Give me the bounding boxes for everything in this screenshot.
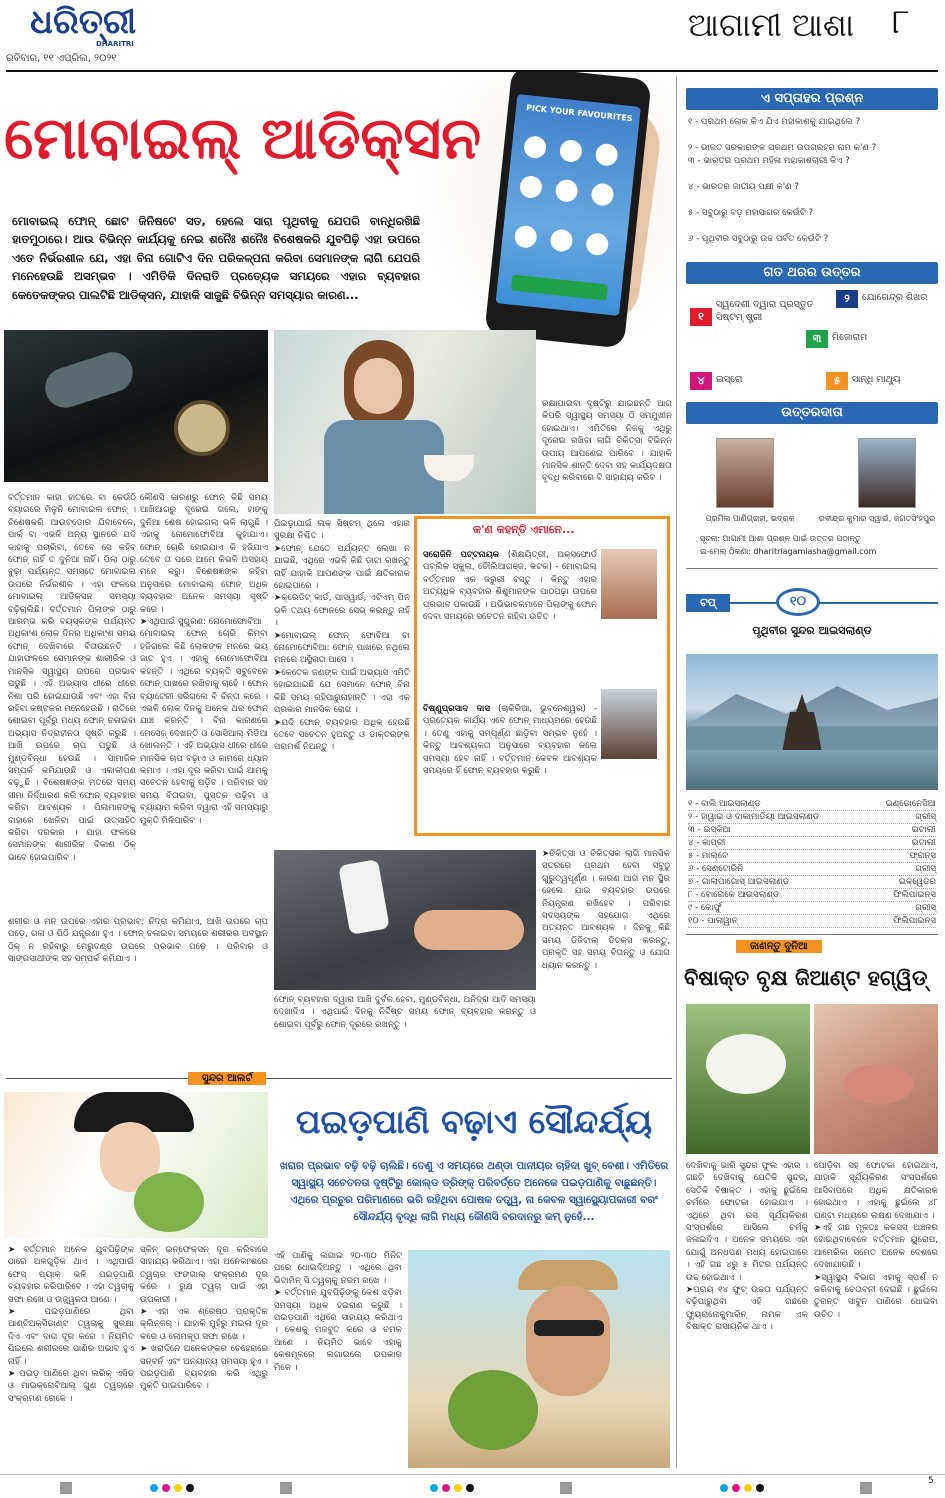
top10-island: ୮ - ବୋରୋକେ ଆଇସଲାଣ୍ଡ xyxy=(688,890,780,900)
quiz-question: ୫ - ସବୁଠାରୁ ବଡ଼ ମହାସାଗର କେଉଁଟି ? xyxy=(688,208,814,218)
winner2-photo xyxy=(858,438,916,508)
answers-heading: ଗତ ଥରର ଉତ୍ତର xyxy=(686,262,938,284)
answer-text: ସାନ୍ଧି ମାଥ୍ୟୁ xyxy=(852,374,901,385)
top10-number: ୧୦ xyxy=(776,588,820,616)
answer-text: ଇସ୍ରୋ xyxy=(716,374,743,385)
answer-text: ଯୋଗେନ୍ଦ୍ର ଶିଖର xyxy=(862,292,928,303)
top10-country: ଇଣ୍ଡୋନେସିଆ xyxy=(885,799,936,809)
logo: ଧରିତ୍ରୀ xyxy=(30,2,137,42)
top10-country: ଫିଲିପାଇନ୍ସ xyxy=(893,916,936,926)
expert1-body: (ଶିକ୍ଷୟିତ୍ରୀ, ଅକ୍ସଫୋର୍ଡ ପବ୍ଲିକ ସ୍କୁଲ, ଚୌଲିଆଗଞ୍ଜ, କଟକ) - ମୋବାଇଲ୍ ବର୍ତ୍ତମାନ ଏକ ଜରୁରୀ ବସ୍ତୁ । କିନ୍ତୁ ଏହାର ଅତ୍ୟଧିକ ବ୍ୟବହାର ଶିଶୁମାନଙ୍କ ପାଠପଢ଼ା ଉପରେ ପ୍ରଭାବ ପକାଉଛି । ଅଭିଭାବକମାନେ ପିଲାଙ୍କୁ ଫୋନ୍ ଦେବା ସମୟରେ ସଚେତନ ରହିବା ଉଚିତ । xyxy=(423,550,597,623)
top10-item xyxy=(688,824,936,837)
answer-text: ସ୍ୱଦେଶୀ ଦ୍ୱାରା ପ୍ରସ୍ତୁତ ସିଷ୍ଟମ୍ ଷ୍ଟ୍ରୀ xyxy=(716,299,814,323)
night-phone-image xyxy=(4,330,268,482)
quiz-question: ୨ - ଭାରତ ସରକାରଙ୍କ ପ୍ରଥମ ଉପଗ୍ରହର ନାମ କ'ଣ ? xyxy=(688,143,877,153)
top10-item xyxy=(688,837,936,850)
world-headline: ବିଷାକ୍ତ ବୃକ୍ଷ ଜିଆଣ୍ଟ ହଗ୍‌ୱିଡ୍ xyxy=(684,966,928,990)
beauty-col3: ଏହି ପାଣିକୁ ଲଗାଇ ୨୦-୩୦ ମିନିଟ୍ ପରେ ଧୋଇଦିଅନ୍ତୁ । ଏଥିରେ ଥିବା ଭିଟାମିନ୍ ସି ତ୍ୱଚାକୁ ନରମ ରଖେ । ➤ ବର୍ତ୍ତମାନ ଯୁବପିଢ଼ିଙ୍କୁ କେଶ ଝଡ଼ିବା ସମସ୍ୟା ଅଧିକ ହଇରାଣ କରୁଛି । ପଇଡ଼ପାଣି ଏଥିରେ ସାହାଯ୍ୟ କରିଥାଏ । କେଶକୁ ମଜବୁତ କରେ ଓ ଚମକ ଆଣେ । ନିୟମିତ ଭାବେ ଏହାକୁ କେଶମୂଳରେ ଲଗାଇଲେ ଉପକାର ମିଳେ । xyxy=(274,1251,402,1373)
top10-country: ଇକ୍ୱେଡର xyxy=(898,877,936,887)
footer-rule xyxy=(0,1474,945,1475)
beauty-intro: ଖରାର ପ୍ରଭାବ ବଢ଼ି ବଢ଼ି ଚାଲିଛି। ତେଣୁ ଏ ସମୟରେ ଥଣ୍ଡା ପାନୀୟର ଚାହିଦା ଖୁବ୍ ବେଶୀ। ଏମିତିରେ ସ୍ୱାସ୍ଥ୍ୟ ସଚେତନତା ଦୃଷ୍ଟିରୁ କୋଲ୍ଡ ଡ୍ରିଙ୍କ୍ ପରିବର୍ତ୍ତେ ଅନେକେ ପଇଡ଼ପାଣିକୁ ବାଛୁଛନ୍ତି। ଏଥିରେ ପ୍ରଚୁର ପରିମାଣରେ ଭରି ରହିଥିବା ପୋଷକ ତତ୍ତ୍ୱ, ନା କେବଳ ସ୍ୱାସ୍ଥ୍ୟୋପକାରୀ ବରଂ ସୌନ୍ଦର୍ଯ୍ୟ ବୃଦ୍ଧି ଲାଗି ମଧ୍ୟ କୌଣସି ବରଦାନରୁ କମ୍ ନୁହେଁ... xyxy=(279,1160,669,1223)
lead-bottom-right: ➤ଚିକିତ୍ସା ଓ ଚିକିତ୍ସକ ଲାଗି ମାନସିକ ସ୍ତରରେ ପ୍ରଥମ ହେବା ସବୁଠୁ ଗୁରୁତ୍ୱପୂର୍ଣ୍ଣ । କାରଣ ଆଗ ମନ ସ୍ଥିର ହେଲେ ଯାଇ ବ୍ୟବହାର ଉପରେ ନିୟନ୍ତ୍ରଣ ରଖିହେବ । ପରିବାର ସଦସ୍ୟଙ୍କ ସହଯୋଗ ଏଥିରେ ଅତ୍ୟନ୍ତ ଆବଶ୍ୟକ । ଦିନକୁ କିଛି ସମୟ ଡିଜିଟାଲ୍ ଡିଟକ୍ସ କରନ୍ତୁ, ପ୍ରକୃତି ସହ ସମୟ ବିତାନ୍ତୁ ଓ ଯୋଗ ଧ୍ୟାନ କରନ୍ତୁ । xyxy=(542,849,670,971)
skin-burn-image xyxy=(814,1004,938,1154)
beauty-col2: ସ୍କିନ୍ ଇନ୍‌ଫେକ୍ସନ୍ ଦୂର କରିବାରେ ସାହାଯ୍ୟ କରିଥାଏ। ଏହା ଅନେକାଂଶରେ ତ୍ୱଚାର ଫଙ୍ଗାଲ୍ ସଂକ୍ରମଣ ଦୂର କରେ । ରୁକ୍ଷ ତ୍ୱଚା ପାଇଁ ଏହା ଉପକାରୀ । ➤ ଏହା ଏକ ଶ୍ରେଷ୍ଠ ପ୍ରାକୃତିକ କ୍ଲିନ୍‌ଜର୍ । ଯାହାକି ମୁହଁରୁ ମଇଳା ଦୂର କରେ ଓ ଲୋମକୂପ ସଫା ରଖେ । ➤ ଖରାଦିନେ ଅନେକଙ୍କର ଚେହେରାରେ ସନ୍‌ବର୍ନ ଏବଂ ଅନ୍ୟାନ୍ୟ ସମସ୍ୟା ହୁଏ । ପଇଡ଼ପାଣି ବ୍ୟବହାର କରି ଏଥିରୁ ମୁକ୍ତି ପାଇପାରିବେ । xyxy=(140,1245,268,1392)
winner2-name: ରବୀନ୍ଦ୍ର କୁମାର ସ୍ୱାଇଁ, ଜଗତସିଂହପୁର xyxy=(818,514,936,523)
page-number: ୮ xyxy=(892,2,910,42)
lead-bottom-mid: ଫୋନ୍ ବ୍ୟବହାର ଦ୍ୱାରା ଆଖି ଦୁର୍ବଳ ହେବା, ମୁଣ୍ଡବିନ୍ଧା, ଅନିଦ୍ରା ଆଦି ସମସ୍ୟା ଦେଖାଦିଏ । ଏଥିପାଇଁ ଦିନକୁ ନିର୍ଦ୍ଦିଷ୍ଟ ସମୟ ଫୋନ୍ ବ୍ୟବହାର କରନ୍ତୁ ଓ ଶୋଇବା ପୂର୍ବରୁ ଫୋନ୍ ଦୂରରେ ରଖନ୍ତୁ । xyxy=(274,995,536,1030)
top10-island: ୧ - ବାଲି ଆଇସଲାଣ୍ଡ xyxy=(688,799,761,809)
top10-title: ପୃଥିବୀର ସୁନ୍ଦର ଆଇସଲାଣ୍ଡ xyxy=(752,624,872,637)
lead-bottom-left: ଶରୀର ଓ ମନ ଉପରେ ଏହାର ପ୍ରଭାବ: ନିଦ୍ରା କମିଯାଏ, ଆଖି ଉପରେ ଚାପ ପଡ଼େ, ଗଳା ଓ ପିଠି ଯନ୍ତ୍ରଣା ହୁଏ । ଫୋନ୍ ଚଳାଇବା ସମୟରେ ଶରୀରର ଅବସ୍ଥାନ ଠିକ୍ ନ ରହିବାରୁ ମେରୁଦଣ୍ଡ ଉପରେ ପ୍ରଭାବ ପଡ଼େ । ପରିବାର ଓ ସାଙ୍ଗସାଥୀଙ୍କ ସହ ସମ୍ପର୍କ କମିଯାଏ । xyxy=(8,917,268,965)
date-line: ରବିବାର, ୧୧ ଏପ୍ରିଲ, ୨୦୨୧ xyxy=(6,53,117,64)
answer-number: ୪ xyxy=(690,372,712,390)
top10-item xyxy=(688,902,936,915)
section-title: ଆଗାମୀ ଆଶା xyxy=(688,6,855,44)
lead-headline: ମୋବାଇଲ୍ ଆଡିକ୍ସନ xyxy=(4,104,482,172)
quiz-question: ୧ - ପ୍ରଥମ ଲୋକ କିଏ ଯିଏ ମହାକାଶକୁ ଯାଇଥିଲେ ? xyxy=(688,117,861,127)
quiz-note: ସୂଚନା: ଆଗାମୀ ଆଶା ପ୍ରଶ୍ନ ପାଇଁ ଉତ୍ତର ପଠାନ୍ତୁ xyxy=(700,534,861,543)
quiz-heading: ଏ ସପ୍ତାହର ପ୍ରଶ୍ନ xyxy=(686,88,938,110)
top10-country: ଇଟାଲୀ xyxy=(911,838,936,848)
answer-number: ୨ xyxy=(836,290,858,308)
top10-island: ୯ - କୋର୍ଫୁ xyxy=(688,903,722,913)
lead-intro: ମୋବାଇଲ୍ ଫୋନ୍ ଛୋଟ ଜିନିଷଟେ ସତ, ହେଲେ ସାରା ପୃଥିବୀକୁ ଯେପରି ବାନ୍ଧିରଖିଛି ହାତମୁଠାରେ। ଆଉ ବିଭିନ୍ନ କାର୍ଯ୍ୟକୁ ନେଇ ଶନୈଃ ଶନୈଃ ବିଶେଷକରି ଯୁବପିଢ଼ି ଏହା ଉପରେ ଏତେ ନିର୍ଭରଶୀଳ ଯେ, ଏହା ବିନା ଗୋଟିଏ ଦିନ ପରିକଳ୍ପନା କରିବା ସେମାନଙ୍କ ଲାଗି ଯେପରି ମନେହେଉଛି ଅସମ୍ଭବ । ଏମିତିକି ଦିନରାତି ପ୍ରତ୍ୟେକ ସମୟରେ ଏହାର ବ୍ୟବହାର କେତେକଙ୍କର ପାଲଟିଛି ଆଡିକ୍ସନ, ଯାହାକି ସାଜୁଛି ବିଭିନ୍ନ ସମସ୍ୟାର କାରଣ... xyxy=(12,212,420,324)
answer-number: ୩ xyxy=(806,330,828,348)
quiz-question: ୩ - ଭାରତର ପ୍ରଥମ ମହିଳା ମହାକାଶଚାରୀ କିଏ ? xyxy=(688,156,850,166)
answer-number: ୧ xyxy=(690,308,712,326)
top10-item xyxy=(688,889,936,902)
top10-island: ୬ - ସେଣ୍ଟୋରିନି xyxy=(688,864,744,874)
top10-country: ଗ୍ରୀସ୍ xyxy=(915,903,936,913)
answer-number: ୫ xyxy=(826,372,848,390)
beauty-col1: ➤ ବର୍ତ୍ତମାନ ଅନେକ ଯୁବପିଢ଼ିଙ୍କ ଠାରେ ଅଳଗୁଡ଼ିକ ଥାଏ । ଏଥିପାଇଁ ଫେସ୍ ପ୍ୟାକ୍ ଭଳି ପଇଡ଼ପାଣି ବ୍ୟବହାର କରିପାରିବେ । ଏହା ତ୍ୱଚାକୁ ସଫା ରଖେ ଓ ଉଜ୍ଜ୍ୱଳତା ଆଣେ । ➤ ପଇଡ଼ପାଣିରେ ଥିବା ଆଣ୍ଟିଅକ୍ସିଡାଣ୍ଟ ତ୍ୱଚାକୁ ସୁରକ୍ଷା ଦିଏ ଏବଂ ଦାଗ ଦୂର କରେ । ନିୟମିତ ପିଇଲେ ଶରୀରରେ ପାଣିର ଅଭାବ ହୁଏ ନାହିଁ । ➤ ପଇଡ଼ ପାଣିରେ ଥିବା ଲରିକ୍ ଏସିଡ୍ ଓ ମାଇକ୍ରୋବିଆଲ୍ ଗୁଣ ତ୍ୱଚାରେ ସଂକ୍ରମଣ ରୋକେ । xyxy=(8,1245,134,1404)
beauty-tag: ସୁନ୍ଦର ଆଲର୍ଟ xyxy=(188,1072,266,1085)
top10-list xyxy=(688,798,936,928)
quiz-question: ୪ - ଭାରତର ଜାତୀୟ ପକ୍ଷୀ କ'ଣ ? xyxy=(688,182,799,192)
man-coconut-image xyxy=(408,1250,670,1468)
lead-col1: ବର୍ତ୍ତମାନ କାହା ହାତରେ ବା କେଉଁଠି ବ୍ୟାଗରେ ମିଳୁନି ମୋବାଇଲ ଫୋନ୍ । ବିଶେଷକରି ଆଉଟ୍‌ଡୋର ଯିବାବେଳେ, ପାର୍କ ବା ଏଭଳି ଅନ୍ୟ ସ୍ଥାନରେ ଯଦି କାହାକୁ ପଚାରିବା, ତେବେ ସେ କହିବ ଫୋନ୍ ନାହିଁ ତ ଦୁନିଆ ନାହିଁ। ପିଲା ଠାରୁ ବୁଢ଼ା ପର୍ଯ୍ୟନ୍ତ ସମସ୍ତେ ମୋବାଇଲ ଉପରେ ନିର୍ଭରଶୀଳ । ଏହା ଫଳରେ ମୋବାଇଲ୍ ଆଡିକ୍ସନ ସମସ୍ୟା ବଢ଼ିଚାଲିଛି। ବର୍ତ୍ତମାନ ପିଲାଙ୍କ ଠାରୁ ଆରମ୍ଭ କରି ବୟସ୍କଙ୍କ ପର୍ଯ୍ୟନ୍ତ ଅଧିକାଂଶ ଲୋକ ଦିନର ଅଧିକାଂଶ ସମୟ ଫୋନ୍ ଦେଖିବାରେ ବିତାଉଛନ୍ତି । ଯାହାଫଳରେ ସେମାନଙ୍କ ଶାରୀରିକ ଓ ମାନସିକ ସ୍ୱାସ୍ଥ୍ୟ ଉପରେ ପ୍ରଭାବ ପଡୁଛି । ଏହି ଅଭ୍ୟାସ ଧୀରେ ଧୀରେ ନିଶା ପରି ହୋଇଯାଉଛି ଏବଂ ଏହା ବିନା ରହିବା କଷ୍ଟକର ମନେହେଉଛି । ରାତିରେ ଶୋଇବା ପୂର୍ବରୁ ମଧ୍ୟ ଫୋନ୍ ଚଳାଇବା ଅଭ୍ୟାସ ନିଦ୍ରାହୀନତା ସୃଷ୍ଟି କରୁଛି । ଆଖି ଉପରେ ଚାପ ପଡୁଛି ଓ ମୁଣ୍ଡବିନ୍ଧା ହେଉଛି । ସାମାଜିକ ସମ୍ପର୍କ କମିଯାଉଛି ଓ ଏକାକୀପଣ ବଢ଼ୁଛି । ବିଶେଷଜ୍ଞଙ୍କ ମତରେ ସମୟ ସୀମା ନିର୍ଦ୍ଧାରଣ କରି ଫୋନ୍ ବ୍ୟବହାର କରିବା ଆବଶ୍ୟକ । ପିଲାମାନଙ୍କୁ ବାହାରେ ଖେଳିବା ପାଇଁ ଉତ୍ସାହିତ କରିବା ଦରକାର । ଯାହା ଫଳରେ ସେମାନଙ୍କ ଶାରୀରିକ ବିକାଶ ଠିକ୍ ଭାବେ ହୋଇପାରିବ । xyxy=(8,493,136,863)
experts-box xyxy=(414,516,670,836)
island-image xyxy=(686,654,938,790)
expert2-name: ବିଷ୍ଣୁପ୍ରସାଦ ଦାସ xyxy=(423,704,490,714)
world-col2: ପୋଡ଼ିବା ସହ ଫୋଟକା ହୋଇଥାଏ, ଯାହାକି ସୂର୍ଯ୍ୟକିରଣ ସଂସ୍ପର୍ଶରେ ଆସିବାପରେ ଅଧିକ କ୍ଷତିକାରକ ହୋଇଥାଏ । ଏହାକୁ ଛୁଇଁଲେ ୪୮ ଘଣ୍ଟା ମଧ୍ୟରେ ଲକ୍ଷଣ ଦେଖାଯାଏ । ➤ଏହି ଗଛ ମୂଳତଃ କକସସ୍ ଅଞ୍ଚଳର ହୋଇଥିବାବେଳେ ବର୍ତ୍ତମାନ ୟୁରୋପ, ଆମେରିକା ସମେତ ଅନେକ ଦେଶରେ ଦେଖାଯାଉଛି । ➤ସ୍ୱାସ୍ଥ୍ୟ ବିଭାଗ ଏହାକୁ ସ୍ପର୍ଶ ନ କରିବାକୁ ଚେତାବନୀ ଦେଇଛି । ଛୁଇଁଲେ ତୁରନ୍ତ ସାବୁନ ପାଣିରେ ଧୋଇବା ଉଚିତ । xyxy=(814,1161,938,1320)
world-col1: ଦେଖିବାକୁ ଭାରି ସୁନ୍ଦର ଫୁଲ ଏହାର । ଗଛଟି ଦେଖିବାକୁ ଯେତିକି ସୁନ୍ଦର, ସେତିକି ବିଷାକ୍ତ । ଏହାକୁ ଛୁଇଁଲେ ଚର୍ମରେ ଫୋଟକା ହୋଇଯାଏ । ଏଥିରେ ଥିବା ରସ ସୂର୍ଯ୍ୟକିରଣ ସଂସ୍ପର୍ଶରେ ଆସିଲେ ଚର୍ମକୁ ଜଳାଇଦିଏ । ଅନେକ ସମୟରେ ଏହା ଯୋଗୁଁ ଅନ୍ଧପଣ ମଧ୍ୟ ହୋଇପାରେ । ଏହି ଗଛ ୪ରୁ ୫ ମିଟର ପର୍ଯ୍ୟନ୍ତ ଉଚ୍ଚ ହୋଇଥାଏ । ➤ପ୍ରାୟ ୧୪ ଫୁଟ୍ ଉଚ୍ଚତା ପର୍ଯ୍ୟନ୍ତ ବଢ଼ିପାରୁଥିବା ଏହି ଗଛରେ ଫ୍ୟୁରାନୋକୁମାରିନ୍ ନାମକ ଏକ ବିଷାକ୍ତ ରାସାୟନିକ ଥାଏ । xyxy=(686,1161,808,1333)
top10-item xyxy=(688,850,936,863)
quiz-email: ଇ-ମେଲ୍ ଠିକଣା: dharitriagamiasha@gmail.com xyxy=(700,547,877,556)
top10-item xyxy=(688,876,936,889)
top10-island: ୫ - ମାଲ୍ଟେ xyxy=(688,851,729,861)
winner1-photo xyxy=(716,438,774,508)
hogweed-flower-image xyxy=(686,1004,810,1154)
masthead xyxy=(0,0,945,70)
top10-item xyxy=(688,863,936,876)
top10-country: ଗ୍ରୀସ୍ xyxy=(915,864,936,874)
top10-island: ୧୦ - ପାଲାୱାନ୍ xyxy=(688,916,738,926)
expert2-photo xyxy=(601,689,657,759)
lead-col2: କୌଣସି କାରଣରୁ ଫୋନ୍ କିଛି ସମୟ ଆଖିଆଗରୁ ଦୂରେଇ ଗଲେ, ହାଙ୍କୁ ଦୁନିଆ ଶେଷ ହୋଇଗଲା ଭଳି ଲାଗୁଛି । ଏହାକୁ ନୋମୋଫୋବିଆ କୁହାଯାଏ। ଫୋନ୍ ଚୋରି ହୋଇଯାଏ କି ହଜିଯାଏ ତେବେ ତା ପରେ ଆମେ କିଭଳି ଅସହାୟ ମନେ କରୁ। ବିଶେଷଜ୍ଞଙ୍କ କହିବା ଅନୁସାରେ ମୋବାଇଲ୍ ଫୋନ୍ ଅଧିକ ବ୍ୟବହାର ଅନେକ ସମସ୍ୟା ସୃଷ୍ଟି କରେ । ➤ଏଥିପାଇଁ ସୁଗୁରଣ: ନୋମୋଫୋବିଆ ମୋବାଇଲ୍ ଫୋନ୍ ଚୋରି କିମ୍ବା ହଜିଗଲେ କିଛି ଲୋକଙ୍କ ମନରେ ଭୟ ଜାତ ହୁଏ । ଏହାକୁ ନୋମୋଫୋବିଆ କହନ୍ତି । ଏଥିରେ ବ୍ୟକ୍ତି ସବୁବେଳେ ଫୋନ୍ ପାଖରେ ରଖିବାକୁ ଚାହେଁ । ଫୋନ୍ ବ୍ୟାଟେରୀ ସରିଗଲେ ବି ଚିନ୍ତା କରେ । ଏଭଳି ଲୋକ ଦିନକୁ ଅନେକ ଥର ଫୋନ୍ ଯାଞ୍ଚ କରନ୍ତି । ବିନା କାରଣରେ ମେସେଜ୍ ଦେଖନ୍ତି ଓ ସୋସିଆଲ୍ ମିଡିଆ ଖୋଲନ୍ତି । ଏହି ଅଭ୍ୟାସ ଧୀରେ ଧୀରେ ମାନସିକ ଚାପ ବଢ଼ାଏ ଓ କାମରେ ଧ୍ୟାନ କମାଏ । ଏହା ଦୂର କରିବା ପାଇଁ ଆମକୁ ସଚେତନ ହେବାକୁ ପଡ଼ିବ । ପରିବାର ସହ ସମୟ ବିତାଇବା, ପୁସ୍ତକ ପଢ଼ିବା ଓ ବ୍ୟାୟାମ କରିବା ଦ୍ୱାରା ଏହି ସମସ୍ୟାରୁ ମୁକ୍ତି ମିଳିପାରିବ । xyxy=(140,493,268,826)
top10-country: ଫିଲିପାଇନ୍ସ xyxy=(893,890,936,900)
top10-rule xyxy=(686,934,938,935)
top10-island: ୩ - ଇସ୍କିଆ xyxy=(688,825,731,835)
world-tag: ଜାଣନ୍ତୁ ଦୁନିଆ xyxy=(736,940,822,953)
top10-country: ଗ୍ରୀସ୍ xyxy=(915,812,936,822)
expert2-body: (ଚାକିରିଆ, ଭୁବନେଶ୍ୱର) - ପ୍ରତ୍ୟେକ କାର୍ଯ୍ୟ ଏବେ ଫୋନ୍ ମାଧ୍ୟମରେ ହେଉଛି । ତେଣୁ ଏହାକୁ ସମ୍ପୂର୍ଣ୍ଣ ଛାଡ଼ିବା ସମ୍ଭବ ନୁହେଁ । କିନ୍ତୁ ଆବଶ୍ୟକତା ଅନୁସାରେ ବ୍ୟବହାର କଲେ ସମସ୍ୟା ହେବ ନାହିଁ । ବର୍ତ୍ତମାନ କେବଳ ଆବଶ୍ୟକ ସମୟରେ ହିଁ ଫୋନ୍ ବ୍ୟବହାର କରୁଛି । xyxy=(423,704,597,777)
logo-subtitle: DHARITRI xyxy=(96,40,134,48)
answers-area xyxy=(686,286,938,390)
expert1-name: ସରୋଜିନି ପଟ୍ଟନାୟକ xyxy=(423,550,500,560)
top10-item xyxy=(688,798,936,811)
experts-heading: କ'ଣ କହନ୍ତି ଏମାନେ... xyxy=(473,523,575,536)
registration-marks xyxy=(0,1478,945,1498)
woman-phone-image xyxy=(274,330,536,514)
footer-page-number: 5 xyxy=(928,1476,934,1486)
quiz-rule xyxy=(686,568,938,569)
top10-tag: ଟପ୍ xyxy=(686,594,730,612)
quiz-list xyxy=(688,116,938,246)
sidebar-rule xyxy=(676,76,677,1468)
top10-country: ଫ୍ରାନ୍ସ xyxy=(909,851,936,861)
top10-line xyxy=(730,602,938,604)
answer-text: ମିଜୋରାମ xyxy=(832,332,868,343)
winner1-name: ପ୍ରମିଳା ପାଣିଗ୍ରାହୀ, ଭଦ୍ରକ xyxy=(705,514,795,523)
top10-item xyxy=(688,811,936,824)
lead-col4-text: ରକ୍ଷାପାଇବା ଦୃଷ୍ଟିରୁ ଯାଇଛନ୍ତି ଆଗ କିପରି ସ୍ୱାସ୍ଥ୍ୟ ସମସ୍ୟା ଠି ସମ୍ମୁଖୀନ ହୋଇଥାଏ। ଏମିତିରେ ନିଜକୁ ଏଥିରୁ ଦୂରେଇ ରଖିବା ଲାଗି ଚିକିତ୍ସା ବିଭିନ୍ନ ଉପାୟ ଆପଣେଇ ପାରିବେ । ଯାହାକି ମାନସିକ ଶାନ୍ତି ଦେବା ସହ କାର୍ଯ୍ୟଦକ୍ଷତା ବୃଦ୍ଧି କରିବାରେ ବି ସାହାଯ୍ୟ କରିବ । xyxy=(542,399,672,484)
smartphone: PICK YOUR FAVOURITES xyxy=(484,72,651,349)
expert1-text xyxy=(423,549,597,699)
lead-col3: ପିଇଡ଼ାଯାଇଁ ଲକ୍ ସିଷ୍ଟମ୍ ଥିଲେ ଏହାର ସୁରକ୍ଷା ନିଶ୍ଚିତ । ➤ଫୋନ୍ ଯେତେ ପର୍ଯ୍ୟନ୍ତ ଲେଖା ନ ଯାଇଛି, ଏଥିରେ ଏଭଳି କିଛି ଡାଟା ରଖନ୍ତୁ ନାହିଁ ଯାହାକି ଆପଣଙ୍କ ପାଇଁ କ୍ଷତିକାରକ ହୋଇପାରେ । ➤କ୍ରେଡିଟ୍ କାର୍ଡ, ପାସୱାର୍ଡ, ଏଟିଏମ୍ ପିନ୍ ଭଳି ତଥ୍ୟ ଫୋନରେ ସେଭ୍ କରନ୍ତୁ ନାହିଁ । ➤ମୋବାଇଲ୍ ଫୋନ୍ ଫୋବିଆ ବା ନୋମୋଫୋବିଆ: ଫୋନ୍ ପାଖରେ ନଥିଲେ ମନରେ ଅସ୍ଥିରତା ଆସେ । ➤କେତେକ ଜଣଙ୍କ ପାଇଁ ଅଭ୍ୟାସ ଏମିତି ହୋଇଯାଇଛି ଯେ ସେମାନେ ଫୋନ୍ ବିନା କିଛି ସମୟ ରହିପାରୁନାହାନ୍ତି । ଏହା ଏକ ପ୍ରକାର ମାନସିକ ରୋଗ । ➤ଯଦି ଫୋନ୍ ବ୍ୟବହାର ଅଧିକ ହେଉଛି ତେବେ ସଚେତନ ହୁଅନ୍ତୁ ଓ ଡାକ୍ତରଙ୍କ ପରାମର୍ଶ ନିଅନ୍ତୁ । xyxy=(274,519,410,753)
phone-handcuff-image xyxy=(274,850,536,990)
winners-heading: ଉତ୍ତରଦାତା xyxy=(686,402,938,424)
top10-island: ୨ - ହାୱାଇ ଓ ଦାକାମାଡିୟା ଆଇସଲାଣ୍ଡ xyxy=(688,812,820,822)
expert2-text xyxy=(423,703,597,829)
top10-island: ୭ - ଗାଲାପାଗୋସ୍ ଆଇସଲାଣ୍ଡ xyxy=(688,877,790,887)
expert1-photo xyxy=(601,549,657,619)
top10-item xyxy=(688,915,936,928)
top10-country: ଇଟାଲୀ xyxy=(911,825,936,835)
beauty-headline: ପଇଡ଼ପାଣି ବଢ଼ାଏ ସୌନ୍ଦର୍ଯ୍ୟ xyxy=(295,1102,653,1141)
woman-coconut-image xyxy=(4,1092,268,1238)
beauty-divider xyxy=(6,1078,672,1079)
top10-island: ୪ - କାପ୍ରୀ xyxy=(688,838,726,848)
quiz-question: ୬ - ପୃଥିବୀର ସବୁଠାରୁ ଉଚ୍ଚ ପର୍ବତ କେଉଁଟି ? xyxy=(688,234,829,244)
